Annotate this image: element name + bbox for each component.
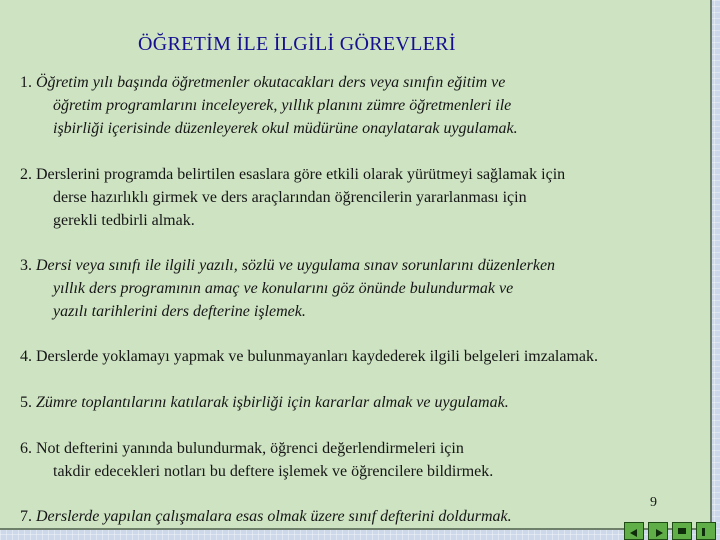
item-number: 2. bbox=[20, 166, 32, 183]
item-text: Not defterini yanında bulundurmak, öğrenci değerlendirmeleri için bbox=[36, 440, 464, 457]
item-text: Derslerde yoklamayı yapmak ve bulunmayanları kaydederek ilgili belgeleri imzalamak. bbox=[36, 348, 599, 365]
slide-navigation bbox=[624, 522, 720, 540]
item-text: takdir edecekleri notları bu deftere işlemek ve öğrencilere bildirmek. bbox=[53, 463, 494, 480]
item-number: 5. bbox=[20, 394, 32, 411]
page-number: 9 bbox=[650, 495, 657, 510]
duty-item-5 bbox=[20, 391, 509, 414]
item-number: 3. bbox=[20, 257, 32, 274]
item-text: Derslerini programda belirtilen esaslara göre etkili olarak yürütmeyi sağlamak için bbox=[36, 166, 566, 183]
item-text: yıllık ders programının amaç ve konularını göz önünde bulundurmak ve bbox=[53, 280, 514, 297]
slide-title: ÖĞRETİM İLE İLGİLİ GÖREVLERİ bbox=[138, 33, 456, 55]
item-number: 6. bbox=[20, 440, 32, 457]
item-number: 7. bbox=[20, 508, 32, 525]
item-number: 1. bbox=[20, 74, 32, 91]
item-text: yazılı tarihlerini ders defterine işlemek. bbox=[53, 303, 306, 320]
item-text: derse hazırlıklı girmek ve ders araçlarından öğrencilerin yararlanması için bbox=[53, 189, 527, 206]
duty-item-6 bbox=[20, 437, 493, 483]
home-icon[interactable] bbox=[672, 522, 692, 540]
duty-item-1 bbox=[20, 71, 518, 140]
duty-item-4 bbox=[20, 345, 598, 368]
end-icon[interactable] bbox=[696, 522, 716, 540]
item-text: işbirliği içerisinde düzenleyerek okul müdürüne onaylatarak uygulamak. bbox=[53, 120, 518, 137]
item-number: 4. bbox=[20, 348, 32, 365]
next-slide-icon[interactable] bbox=[648, 522, 668, 540]
previous-slide-icon[interactable] bbox=[624, 522, 644, 540]
item-text: Zümre toplantılarını katılarak işbirliği için kararlar almak ve uygulamak. bbox=[36, 394, 509, 411]
item-text: öğretim programlarını inceleyerek, yıllık planını zümre öğretmenleri ile bbox=[53, 97, 512, 114]
duty-item-7 bbox=[20, 505, 512, 528]
item-text: Dersi veya sınıfı ile ilgili yazılı, sözlü ve uygulama sınav sorunlarını düzenlerken bbox=[36, 257, 556, 274]
item-text: Öğretim yılı başında öğretmenler okutacakları ders veya sınıfın eğitim ve bbox=[36, 74, 506, 91]
item-text: Derslerde yapılan çalışmalara esas olmak üzere sınıf defterini doldurmak. bbox=[36, 508, 512, 525]
item-text: gerekli tedbirli almak. bbox=[53, 212, 195, 229]
duty-item-3 bbox=[20, 254, 555, 323]
duty-item-2 bbox=[20, 163, 565, 232]
